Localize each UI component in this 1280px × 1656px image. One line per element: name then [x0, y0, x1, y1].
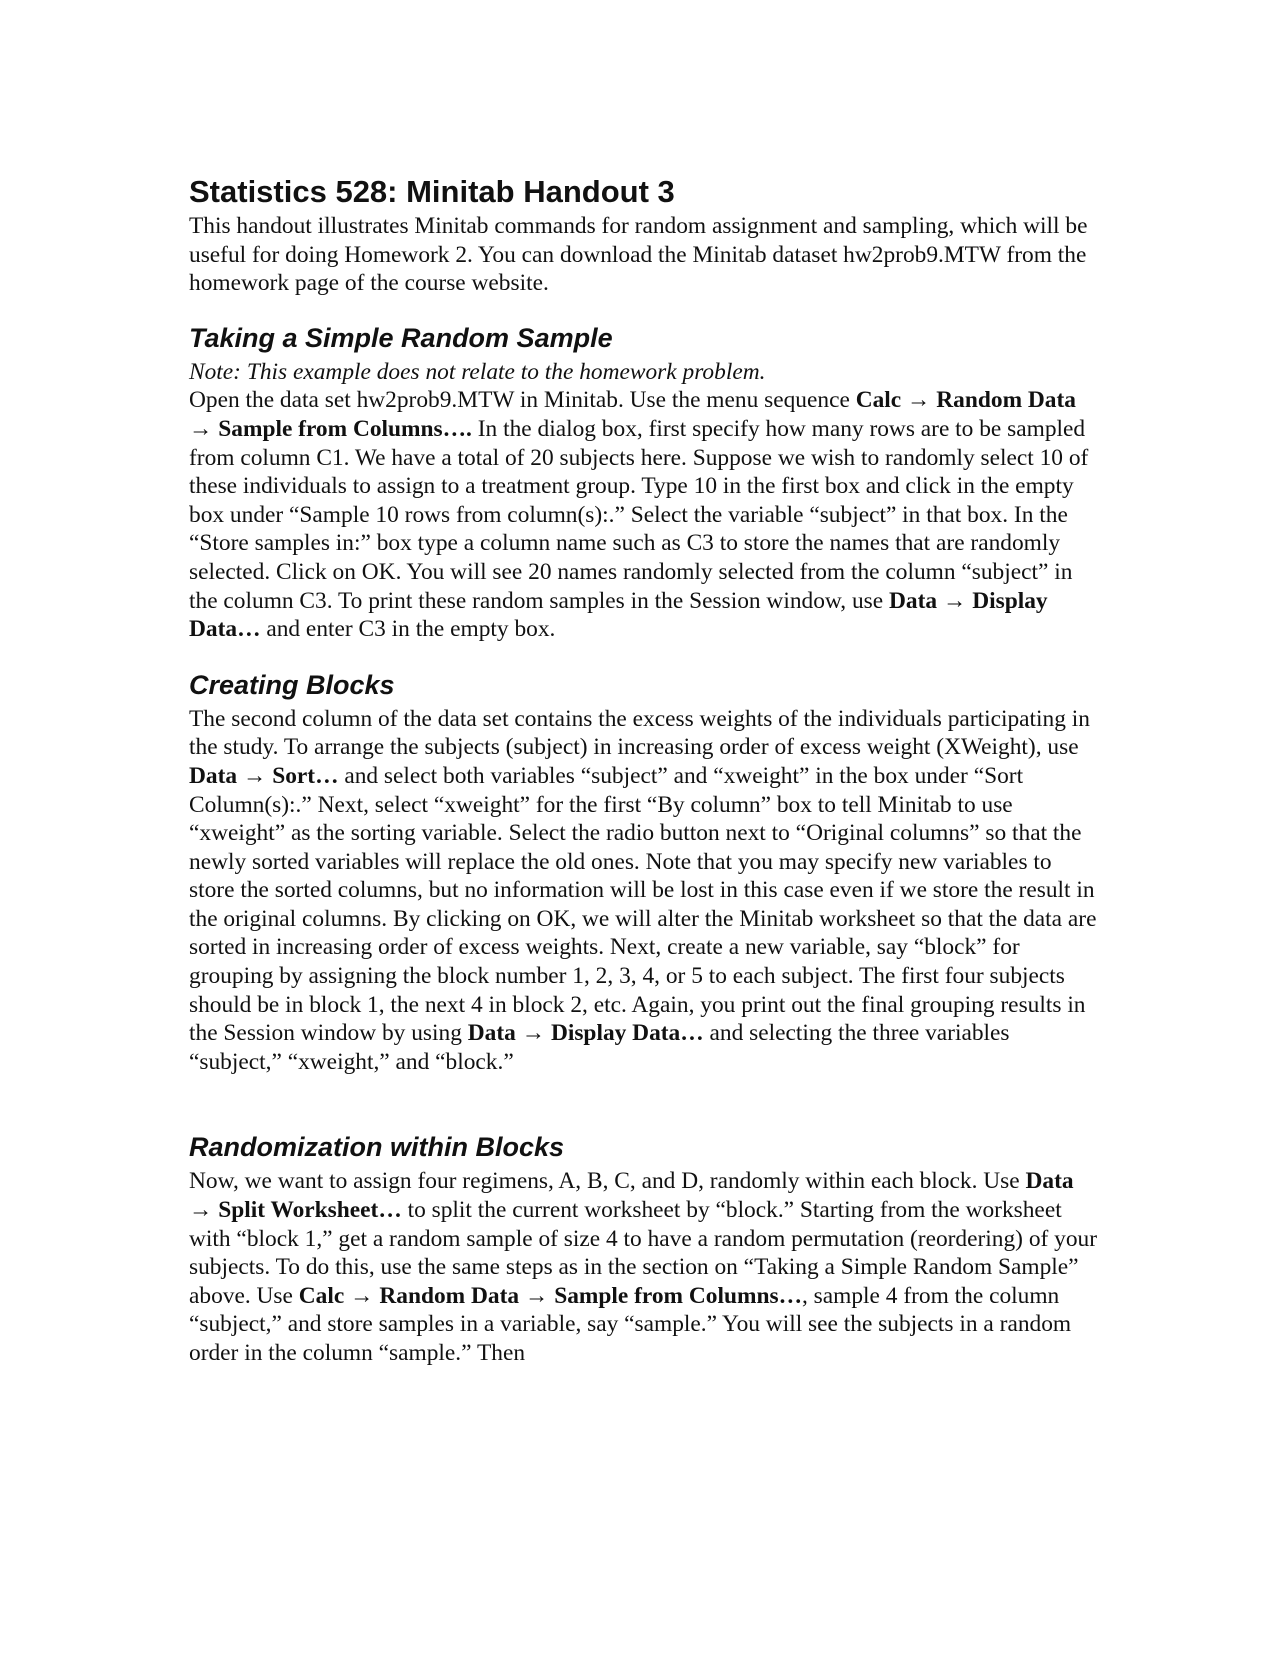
menu-term-display-data: Display Data… — [550, 1020, 704, 1047]
menu-term-data: Data — [189, 762, 238, 789]
menu-term-calc: Calc — [855, 387, 902, 414]
menu-term-display-data: Display Data… — [189, 587, 1048, 643]
arrow-icon: → — [242, 762, 267, 789]
text-run: Now, we want to assign four regimens, A, B, C, and D, randomly within each block. Use — [189, 1168, 1026, 1195]
text-run: and selecting the three variables “subject,” “xweight,” and “block.” — [189, 1020, 1010, 1075]
menu-term-random-data: Random Data — [379, 1282, 520, 1309]
menu-term-sample-from-columns: Sample from Columns… — [554, 1282, 802, 1309]
menu-term-random-data: Random Data — [936, 387, 1076, 414]
section-paragraph-creating-blocks — [189, 705, 1099, 1077]
text-run: Open the data set hw2prob9.MTW in Minitab. Use the menu sequence — [189, 387, 856, 414]
menu-term-data: Data — [467, 1020, 516, 1047]
text-run: , sample 4 from the column “subject,” and store samples in a variable, say “sample.” You will see the subjects in a random order in the column “sample.” Then — [189, 1282, 1072, 1366]
text-run: and enter C3 in the empty box. — [260, 616, 556, 643]
arrow-icon: → — [521, 1020, 546, 1047]
section-heading-creating-blocks: Creating Blocks — [189, 669, 395, 700]
text-run: to split the current worksheet by “block.” Starting from the worksheet with “block 1,” get a random sample of size 4 to have a random permutation (reordering) of your subjects. To do this, use the same steps as in the section on “Taking a Simple Random Sample” above. Use — [189, 1197, 1098, 1309]
text-run: The second column of the data set contains the excess weights of the individuals participating in the study. To arrange the subjects (subject) in increasing order of excess weight (XWeight), use — [189, 705, 1090, 761]
menu-term-split-worksheet: Split Worksheet… — [218, 1197, 402, 1224]
section-paragraph-simple-random-sample — [189, 386, 1099, 643]
menu-term-data: Data — [1025, 1168, 1074, 1195]
menu-term-sort: Sort… — [272, 762, 339, 789]
text-run: In the dialog box, first specify how many rows are to be sampled from column C1. We have a total of 20 subjects here. Suppose we wish to randomly select 10 of these individuals to assign to a treatment group. Type 10 in the first box and click in the empty box under “Sample 10 rows from column(s):.” Select the variable “subject” in that box. In the “Store samples in:” box type a column name such as C3 to store the names that are randomly selected. Click on OK. You will see 20 names randomly selected from the column “subject” in the column C3. To print these random samples in the Session window, use — [189, 415, 1089, 614]
menu-term-data: Data — [889, 587, 938, 614]
arrow-icon: → — [907, 387, 931, 414]
intro-paragraph: This handout illustrates Minitab commands for random assignment and sampling, which will be useful for doing Homework 2. You can download the Minitab dataset hw2prob9.MTW from the homework page of the course website. — [189, 213, 1088, 297]
section-heading-randomization-within-blocks: Randomization within Blocks — [189, 1132, 565, 1163]
arrow-icon: → — [942, 587, 967, 614]
arrow-icon: → — [189, 415, 213, 442]
menu-term-calc: Calc — [298, 1282, 345, 1309]
text-run: and select both variables “subject” and “xweight” in the box under “Sort Column(s):.” Next, select “xweight” for the first “By column” box to tell Minitab to use “xweight” as the sorting variable. Select the radio button next to “Original columns” so that the newly sorted variables will replace the old ones. Note that you may specify new variables to store the sorted columns, but no information will be lost in this case even if we store the result in the original columns. By clicking on OK, we will alter the Minitab worksheet so that the data are sorted in increasing order of excess weights. Next, create a new variable, say “block” for grouping by assigning the block number 1, 2, 3, 4, or 5 to each subject. The first four subjects should be in block 1, the next 4 in block 2, etc. Again, you print out the final grouping results in the Session window by using — [189, 762, 1097, 1047]
document-page — [189, 172, 1099, 1368]
page-title: Statistics 528: Minitab Handout 3 — [189, 174, 675, 209]
arrow-icon: → — [524, 1282, 549, 1309]
arrow-icon: → — [189, 1197, 213, 1224]
arrow-icon: → — [350, 1282, 374, 1309]
section-paragraph-randomization — [189, 1167, 1099, 1367]
menu-term-sample-from-columns: Sample from Columns…. — [218, 415, 472, 442]
section-heading-simple-random-sample: Taking a Simple Random Sample — [189, 322, 613, 353]
section-note: Note: This example does not relate to the homework problem. — [189, 358, 766, 385]
